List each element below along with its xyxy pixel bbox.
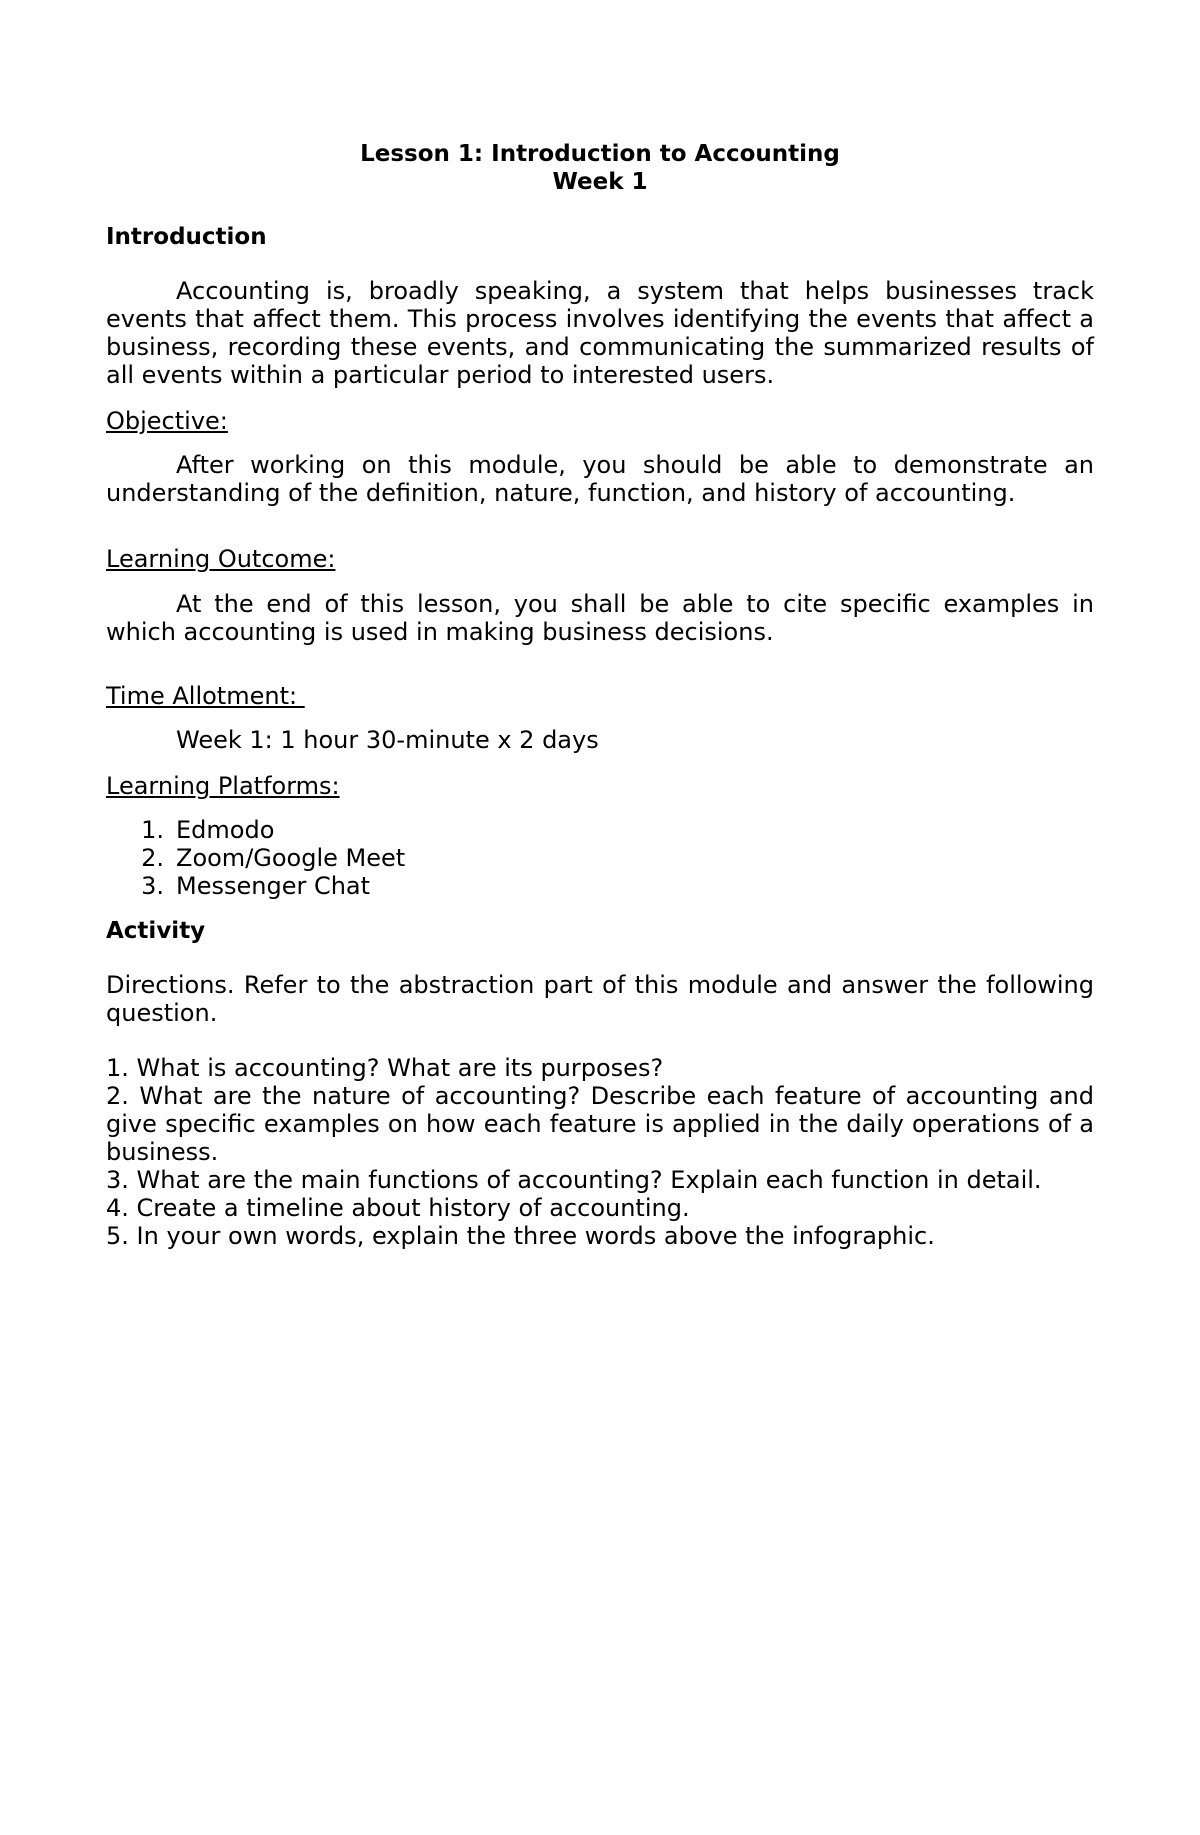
document-content: [106, 140, 1094, 1250]
list-item-label: Edmodo: [176, 816, 275, 844]
learning-platforms-list: [106, 816, 1094, 900]
question-item: 4. Create a timeline about history of accounting.: [106, 1194, 690, 1222]
introduction-heading: Introduction: [106, 224, 267, 250]
list-item-number: 1.: [141, 816, 164, 844]
list-item-label: Messenger Chat: [176, 872, 371, 900]
lesson-week: Week 1: [552, 169, 648, 195]
list-item-label: Zoom/Google Meet: [176, 844, 406, 872]
list-item-number: 2.: [141, 844, 164, 872]
list-item: [134, 844, 1094, 872]
question-item: 1. What is accounting? What are its purposes?: [106, 1054, 664, 1082]
list-item: [134, 872, 1094, 900]
activity-directions: Directions. Refer to the abstraction part of this module and answer the following question.: [106, 971, 1094, 1027]
list-item: [134, 816, 1094, 844]
list-item-number: 3.: [141, 872, 164, 900]
objective-heading: Objective:: [106, 407, 228, 435]
introduction-paragraph: Accounting is, broadly speaking, a system that helps businesses track events that affect them. This process involves identifying the events that affect a business, recording these events, and communicating the summarized results of all events within a particular period to interested users.: [106, 277, 1094, 389]
objective-paragraph: After working on this module, you should be able to demonstrate an understanding of the definition, nature, function, and history of accounting.: [106, 451, 1094, 507]
question-item: 2. What are the nature of accounting? Describe each feature of accounting and give specific examples on how each feature is applied in the daily operations of a business.: [106, 1082, 1094, 1166]
question-item: 3. What are the main functions of accounting? Explain each function in detail.: [106, 1166, 1042, 1194]
activity-questions: [106, 1054, 1094, 1250]
activity-heading: Activity: [106, 918, 206, 944]
learning-outcome-paragraph: At the end of this lesson, you shall be able to cite specific examples in which accounting is used in making business decisions.: [106, 590, 1094, 646]
time-allotment-text: Week 1: 1 hour 30-minute x 2 days: [176, 726, 599, 754]
question-item: 5. In your own words, explain the three words above the infographic.: [106, 1222, 935, 1250]
lesson-title-block: [106, 140, 1094, 196]
learning-outcome-heading: Learning Outcome:: [106, 545, 336, 573]
time-allotment-heading: Time Allotment:: [106, 682, 305, 710]
lesson-title: Lesson 1: Introduction to Accounting: [360, 141, 840, 167]
learning-platforms-heading: Learning Platforms:: [106, 772, 340, 800]
